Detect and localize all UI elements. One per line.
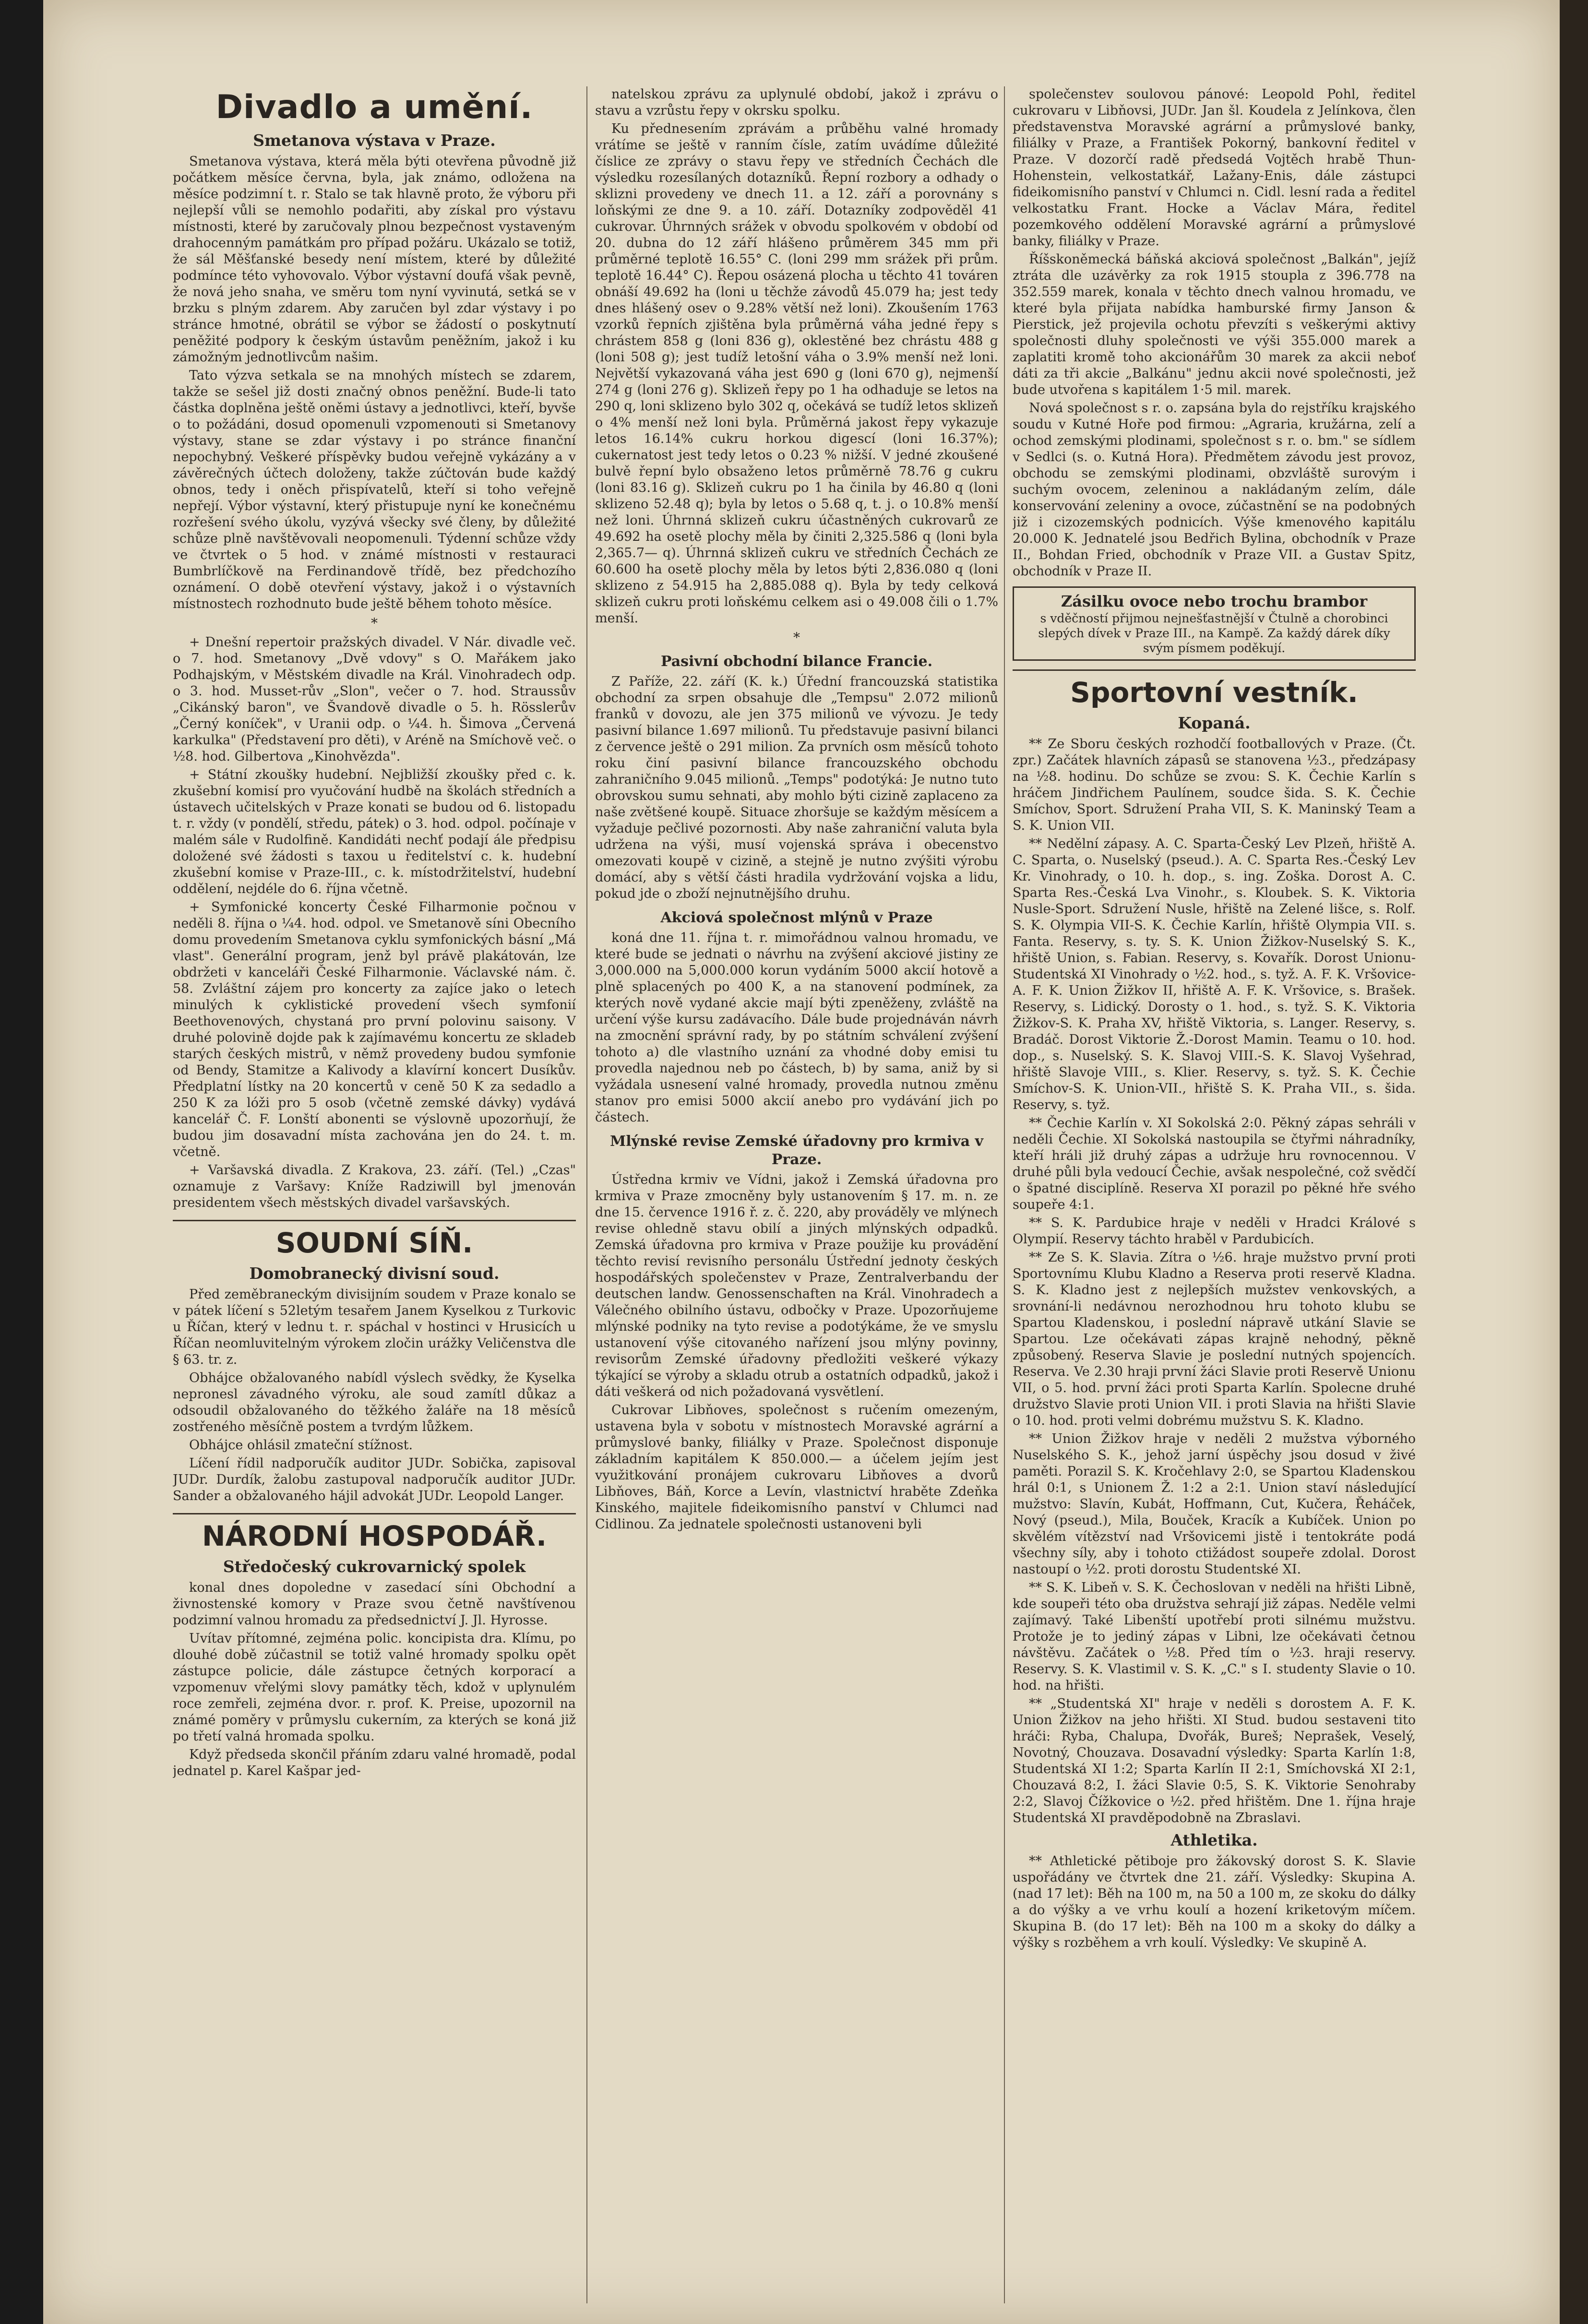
news-item: + Státní zkoušky hudební. Nejbližší zkoušky před c. k. zkušební komisí pro vyučování hudbě na školách středních a ústavech učitelských v Praze konati se budou od 6. listopadu t. r. vždy (v pondělí, středu, pátek) o 3. hod. odpol. počínaje v malém sále v Rudolfině. Kandidáti nechť podají ále předpisu doložené své žádosti s taxou u ředitelství c. k. hudební zkušební komise v Praze-III., c. k. místodržitelství, hudební oddělení, nejdéle do 6. října včetně. — [173, 767, 576, 896]
article-paragraph: Tato výzva setkala se na mnohých místech se zdarem, takže se sešel již dosti značný obnos peněžní. Bude-li tato částka doplněna ještě oněmi ústavy a jednotlivci, kteří, byvše o to požádáni, dosud opomenuli vzpomenouti si Smetanovy výstavy, stane se zdar výstavy i po stránce finanční nepochybný. Veškeré příspěvky budou veřejně vykázány a v závěrečných účtech doloženy, takže zúčtován bude každý obnos, tedy i oněch přispívatelů, kteří si toho veřejně nepřejí. Výbor výstavní, který přistupuje nyní ke konečnému rozřešení svého úkolu, vyzývá všecky své členy, by důležité schůze plně navštěvovali neopomenuli. Týdenní schůze vždy ve čtvrtek o 5 hod. v známé místnosti v restauraci Bumbrlíčkově na Ferdinandově třídě, bez předchozího oznámení. O době otevření výstavy, jakož i o výstavních místnostech rozhodnuto bude ještě během tohoto měsíce. — [173, 368, 576, 611]
news-item: ** Čechie Karlín v. XI Sokolská 2:0. Pěkný zápas sehráli v neděli Čechie. XI Sokolská nastoupila se čtyřmi náhradníky, kteří hráli již druhý zápas a udržuje hru rovnocennou. V druhé půli byla vedoucí Čechie, avšak nespolečné, což svědčí o špatné disciplíně. Reserva XI porazil po pěkné hře svého soupeře 4:1. — [1013, 1116, 1416, 1212]
article-paragraph: Před zeměbraneckým divisijním soudem v Praze konalo se v pátek líčení s 52letým tesařem Janem Kyselkou z Turkovic u Říčan, který v lednu t. r. spáchal v hostinci v Hrusicích u Říčan neomluvitelným výrokem zločin urážky Veličenstva dle § 63. tr. z. — [173, 1287, 576, 1367]
section-title-economy: NÁRODNÍ HOSPODÁŘ. — [173, 1513, 576, 1553]
news-item: + Dnešní repertoir pražských divadel. V Nár. divadle več. o 7. hod. Smetanovy „Dvě vdovy" s O. Mařákem jako Podhajským, v Městském divadle na Král. Vinohradech odp. o 3. hod. Musset-rův „Slon", večer o 7. hod. Straussův „Cikánský baron", ve Švandově divadle o 5. h. Rösslerův „Černý koníček", v Uranii odp. o ¼4. h. Šimova „Červená karkulka" (Představení pro děti), v Aréně na Smíchově več. o ½8. hod. Gilbertova „Kinohvězda". — [173, 635, 576, 764]
column-rule — [586, 86, 587, 2303]
article-title: Mlýnské revise Zemské úřadovny pro krmiva v Praze. — [609, 1133, 983, 1168]
news-item: ** „Studentská XI" hraje v neděli s dorostem A. F. K. Union Žižkov na jeho hřišti. XI Stud. budou sestaveni tito hráči: Ryba, Chalupa, Dvořák, Bureš; Neprašek, Veselý, Novotný, Chouzava. Dosavadní výsledky: Sparta Karlín 1:8, Studentská XI 1:2; Sparta Karlín II 2:1, Smíchovská XI 2:1, Chouzavá 8:2, I. žáci Slavie 0:5, S. K. Viktorie Senohraby 2:2, Slavoj Čížkovice o ½2. před hřištěm. Dne 1. října hraje Studentská XI pravděpodobně na Zbraslavi. — [1013, 1696, 1416, 1825]
news-item: ** Ze S. K. Slavia. Zítra o ½6. hraje mužstvo první proti Sportovnímu Klubu Kladno a Reserva proti reservě Kladna. S. K. Kladno jest z nejlepších mužstev venkovských, a srovnání-li nedávnou nerozhodnou hru tohoto klubu se Spartou Kladenskou, i poslední nápravě utkání Slavie se Spartou. Lze očekávati zápas krajně nehodný, pěkně způsobený. Reserva Slavie je poslední nutných spojencích. Reserva. Ve 2.30 hraji první žáci Slavie proti Reservě Unionu VII, o 5. hod. první žáci proti Sparta Karlín. Spolecne druhé družstvo Slavie proti Union VII. i proti Slavia na hřišti Slavie o 10. hod. proti velmi dobrému mužstvu S. K. Kladno. — [1013, 1250, 1416, 1428]
article-paragraph: Cukrovar Libňoves, společnost s ručením omezeným, ustavena byla v sobotu v místnostech Moravské agrární a průmyslové banky, filiálky v Praze. Společnost disponuje základním kapitálem K 850.000.— a účelem jejím jest využitkování pronájem cukrovaru Libňoves a dvorů Libňoves, Báň, Korce a Levín, vlastnictví hraběte Zdeňka Kinského, majitele fideikomisního panství v Chlumci nad Cidlinou. Za jednatele společnosti ustanoveni byli — [595, 1403, 998, 1532]
article-paragraph: Když předseda skončil přáním zdaru valné hromadě, podal jednatel p. Karel Kašpar jed- — [173, 1747, 576, 1778]
news-item: ** Ze Sboru českých rozhodčí footballových v Praze. (Čt. zpr.) Začátek hlavních zápasů se stanovena ½3., předzápasy na ½8. hodinu. Do schůze se zvou: S. K. Čechie Karlín s hráčem Jindřichem Paulínem, soudce šida. S. K. Čechie Smíchov, Sport. Sdružení Praha VII, S. K. Maninský Team a S. K. Union VII. — [1013, 737, 1416, 833]
article-title: Domobranecký divisní soud. — [249, 1264, 500, 1283]
news-item: ** S. K. Pardubice hraje v neděli v Hradci Králové s Olympií. Reservy táchto hraběl v Pardubicích. — [1013, 1216, 1416, 1247]
news-item: ** Union Žižkov hraje v neděli 2 mužstva výborného Nuselského S. K., jehož jarní úspěchy jsou dosud v živé paměti. Porazil S. K. Kročehlavy 2:0, se Spartou Kladenskou hrál 0:1, s Unionem Ž. 1:2 a 2:1. Union staví následující mužstvo: Slavín, Kubát, Hoffmann, Cut, Kučera, Řeháček, Nový (pseud.), Mila, Bouček, Kracík a Kubíček. Union po skvělém vítězství nad Vršovicemi jistě i tentokráte podá všechny síly, aby i tohoto ctižádost soupeře zdolal. Dorost nastoupí o ½2. proti dorostu Studentské XI. — [1013, 1431, 1416, 1577]
article-paragraph: Z Paříže, 22. září (K. k.) Úřední francouzská statistika obchodní za srpen obsahuje dle „Tempsu" 2.072 milionů franků v dovozu, ale jen 375 milionů ve vývozu. Je tedy pasivní bilance 1.697 milionů. Tu představuje pasivní bilanci z července ještě o 291 milion. Za prvních osm měsíců tohoto roku činí pasivní bilance francouzského obchodu zahraničního 9.045 milionů. „Temps" podotýká: Je nutno tuto obrovskou sumu sehnati, aby mohlo býti cizině zaplaceno za naše zvětšené koupě. Situace zhoršuje se každým měsícem a vyžaduje pečlivé pozornosti. Aby naše zahraniční valuta byla udržena na výši, musí vojenská správa i obecenstvo omezovati koupě v cizině, a stejně je nutno zvýšiti výrobu domácí, aby s větší části hradila vydržování vojska a lidu, pokud jde o zboží nejnutnějšího druhu. — [595, 674, 998, 901]
news-item: + Varšavská divadla. Z Krakova, 23. září. (Tel.) „Czas" oznamuje z Varšavy: Kníže Radziwill byl jmenován presidentem všech městských divadel varšavských. — [173, 1163, 576, 1210]
article-paragraph: konal dnes dopoledne v zasedací síni Obchodní a živnostenské komory v Praze svou četně navštívenou podzimní valnou hromadu za předsednictví J. Jl. Hyrosse. — [173, 1580, 576, 1628]
notice-title: Zásilku ovoce nebo trochu brambor — [1061, 592, 1368, 610]
article-paragraph: Ústředna krmiv ve Vídni, jakož i Zemská úřadovna pro krmiva v Praze zmocněny byly ustanovením § 17. m. n. ze dne 15. července 1916 ř. z. č. 220, aby prováděly ve mlýnech revise ohledně stavu obilí a jiných mlýnských odpadků. Zemská úřadovna pro krmiva v Praze použije ku provádění těchto revisí revisního personálu Ústřední jednoty českých hospodářských společenstev v Praze, Zentralverbandu der deutschen landw. Genossenschaften na Král. Vinohradech a Válečného obilního ústavu, odbočky v Praze. Upozorňujeme mlýnské podniky na tyto revise a podotýkáme, že ve smyslu ustanovení výše citovaného nařízení jsou mlýny povinny, revisorům Zemské úřadovny předložiti veškeré výkazy týkající se výroby a skladu otrub a ostatních odpadků, jakož i dáti veškerá od nich požadovaná vysvětlení. — [595, 1172, 998, 1399]
section-title-court: SOUDNÍ SÍŇ. — [173, 1220, 576, 1260]
article-title: Akciová společnost mlýnů v Praze — [660, 909, 933, 926]
article-paragraph: Ku přednesením zprávám a průběhu valné hromady vrátíme se ještě v ranním čísle, zatím uvádíme důležité číslice ze zprávy o stavu řepy ve středních Čechách dle výsledku rozesílaných dotazníků. Řepní rozbory a odhady o sklizni provedeny ve dnech 11. a 12. září a porovnány s loňskými ze dne 9. a 10. září. Dotazníky zodpověděl 41 cukrovar. Úhrnných srážek v obvodu spolkovém v období od 20. dubna do 12 září hlášeno průměrem 345 mm při průměrné teplotě 16.55° C. (loni 299 mm srážek při prům. teplotě 16.44° C). Řepou osázená plocha u těchto 41 továren obnáší 49.692 ha (loni u těchže závodů 45.079 ha; jest tedy dnes hlášený osev o 9.28% větší než loni). Zkoušením 1763 vzorků řepních zjištěna byla průměrná váha jedné řepy s chrástem 858 g (loni 836 g), oklestěné bez chrástu 488 g (loni 508 g); jest tudíž letošní váha o 3.9% menší než loni. Největší vykazovaná váha jest 690 g (loni 670 g), nejmenší 274 g (loni 276 g). Sklizeň řepy po 1 ha odhaduje se letos na 290 q, loni sklizeno bylo 302 q, očekává se tudíž letos sklizeň o 4% menší než loni byla. Průměrná jakost řepy vykazuje letos 16.14% cukru horkou digescí (loni 16.37%); cukernatost jest tedy letos o 0.23 % nižší. V jedné zkoušené bulvě řepní bylo obsaženo letos průměrně 78.76 g cukru (loni 83.16 g). Sklizeň cukru po 1 ha činila by 46.80 q (loni sklizeno 52.48 q); byla by letos o 5.68 q, t. j. o 10.8% menší než loni. Úhrnná sklizeň cukru účastněných cukrovarů ze 49.692 ha osetě plochy měla by činiti 2,325.586 q (loni byla 2,365.7— q). Úhrnná sklizeň cukru ve středních Čechách ze 60.600 ha osetě plochy měla by letos býti 2,836.080 q (loni sklizeno z 54.915 ha 2,885.088 q). Byla by tedy celková sklizeň cukru proti loňskému celkem asi o 49.008 čili o 1.7% menší. — [595, 121, 998, 626]
subsection-title: Athletika. — [1170, 1831, 1258, 1849]
notice-body: s vděčností přijmou nejnešťastnější v Čtulně a chorobinci slepých dívek v Praze III., na Kampě. Za každý dárek díky svým písmem poděkují. — [1038, 611, 1390, 655]
article-paragraph: natelskou zprávu za uplynulé období, jakož i zprávu o stavu a vzrůstu řepy v okrsku spolku. — [595, 87, 998, 118]
subsection-title: Kopaná. — [1178, 714, 1251, 732]
news-item: + Symfonické koncerty České Filharmonie počnou v neděli 8. října o ¼4. hod. odpol. ve Smetanově síni Obecního domu provedením Smetanova cyklu symfonických básní „Má vlast". Generální program, jenž byl právě plakátován, lze obdržeti v kanceláři České Filharmonie. Václavské nám. č. 58. Zvláštní zájem pro koncerty za zajíce jako o letech minulých k cyklistické provedení všech symfonií Beethovenových, chystaná pro první polovinu saisony. V druhé polovině dojde pak k zajímavému koncertu ze skladeb starých českých mistrů, v němž provedeny budou symfonie od Bendy, Stamitze a Kalivody a klavírní koncert Dusíkův. Předplatní lístky na 20 koncertů v ceně 50 K za sedadlo a 250 K za lóži pro 5 osob (včetně zemské dávky) vydává kancelář Č. F. Lonští abonenti se výslovně upozorňují, že budou jim dosavadní místa zachována jen do 24. t. m. včetně. — [173, 900, 576, 1159]
article-paragraph: koná dne 11. října t. r. mimořádnou valnou hromadu, ve které bude se jednati o návrhu na zvýšení akciové jistiny ze 3,000.000 na 5,000.000 korun vydáním 5000 akcií hotově a plně splacených po 400 K, a na stanovení podmínek, za kterých nově vydané akcie mají býti zpeněženy, zvláště na určení výše kursu zadávacího. Dále bude projednáván návrh na zmocnění správní rady, by po státním schválení zvýšení tohoto a) dle vlastního uznání za vhodné doby emisi tu provedla najednou neb po částech, b) by sama, aniž by si vyžádala usnesení valné hromady, provedla nutnou změnu stanov pro emisi 5000 akcií anebo pro vydávání jich po částech. — [595, 930, 998, 1125]
article-paragraph: Líčení řídil nadporučík auditor JUDr. Sobička, zapisoval JUDr. Durdík, žalobu zastupoval nadporučík auditor JUDr. Sander a obžalovaného hájil advokát JUDr. Leopold Langer. — [173, 1456, 576, 1503]
separator-star: * — [371, 615, 378, 631]
news-item: ** Athletické pětiboje pro žákovský dorost S. K. Slavie uspořádány ve čtvrtek dne 21. září. Výsledky: Skupina A. (nad 17 let): Běh na 100 m, na 50 a 100 m, ze skoku do dálky a do výšky a ve vrhu koulí a hození kriketovým míčem. Skupina B. (do 17 let): Běh na 100 m a skoky do dálky a výšky s rozběhem a vrh koulí. Výsledky: Ve skupině A. — [1013, 1854, 1416, 1950]
news-item: ** S. K. Libeň v. S. K. Čechoslovan v neděli na hřišti Libně, kde soupeři této oba družstva sehrají již zápas. Neděle velmi zajímavý. Také Libenští upotřebí proti silnému mužstvu. Protože je to jediný zápas v Libni, lze očekávati četnou návštěvu. Začátek o ½8. Před tím o ½3. hraji reservy. Reservy. S. K. Vlastimil v. S. K. „C." s I. studenty Slavie o 10. hod. na hřišti. — [1013, 1580, 1416, 1693]
article-title: Středočeský cukrovarnický spolek — [223, 1557, 526, 1576]
article-paragraph: Nová společnost s r. o. zapsána byla do rejstříku krajského soudu v Kutné Hoře pod firmou: „Agraria, kružárna, zelí a ochod zemskými plodinami, společnost s r. o. bm." se sídlem v Sedlci (s. o. Kutná Hora). Předmětem závodu jest provoz, obchodu se zemskými plodinami, obzvláště surovým i suchým ovocem, zeleninou a nakládaným zelím, dále konservování zeleniny a ovoce, zúčastnění se na podobných již i cizozemských podnicích. Výše kmenového kapitálu 20.000 K. Jednatelé jsou Bedřich Bylina, obchodník v Praze II., Bohdan Fried, obchodník v Praze VII. a Gustav Spitz, obchodník v Praze II. — [1013, 401, 1416, 579]
column-2 — [595, 86, 998, 2303]
section-title-sport: Sportovní vestník. — [1013, 669, 1416, 709]
charity-notice-box — [1013, 586, 1416, 661]
article-paragraph: Obhájce ohlásil zmateční stížnost. — [189, 1438, 413, 1453]
article-paragraph: Smetanova výstava, která měla býti otevřena původně již počátkem měsíce června, byla, jak známo, odložena na měsíce podzimní t. r. Stalo se tak hlavně proto, že výboru při nejlepší vůli se nemohlo podařiti, aby získal pro výstavu místnosti, které by zaručovaly plnou bezpečnost vystaveným drahocenným památkám pro případ požáru. Ukázalo se totiž, že sál Měšťanské besedy není místem, které by důležité podmínce této vyhovovalo. Výbor výstavní doufá však pevně, že nová jeho snaha, ve směru tom nyní vyvinutá, setká se v brzku s plným zdarem. Aby zaručen byl zdar výstavy i po stránce hmotné, obrátil se výbor se žádostí o poskytnutí peněžité podpory k českým ústavům peněžním, jakož i ku zámožným jednotlivcům našim. — [173, 154, 576, 365]
column-1 — [173, 86, 576, 2303]
article-title: Smetanova výstava v Praze. — [253, 131, 496, 150]
section-title-theatre: Divadlo a umění. — [215, 88, 533, 126]
separator-star: * — [793, 630, 800, 645]
article-paragraph: Říšskoněmecká báňská akciová společnost „Balkán", jejíž ztráta dle uzávěrky za rok 1915 stoupla z 396.778 na 352.559 marek, konala v těchto dnech valnou hromadu, ve které byla přijata nabídka hamburské firmy Janson & Pierstick, jež projevila ochotu převzíti s veškerými aktivy společnosti dluhy společnosti ve výši 355.000 marek a zaplatiti kromě toho akcionářům 30 marek za akcii neboť dáti za tři akcie „Balkánu" jednu akcii nové společnosti, jež bude utvořena s kapitálem 1·5 mil. marek. — [1013, 252, 1416, 397]
article-paragraph: Uvítav přítomné, zejména polic. koncipista dra. Klímu, po dlouhé době zúčastnil se totiž valné hromady spolku opět zástupce policie, dále zástupce četných korporací a vzpomenuv vřelými slovy památky těch, kdož v uplynulém roce zemřeli, zejména dvor. r. prof. K. Preise, upozornil na známé poměry v průmyslu cukerním, za kterých se koná již po třetí valná hromada spolku. — [173, 1631, 576, 1744]
column-rule — [1004, 86, 1005, 2303]
article-title: Pasivní obchodní bilance Francie. — [660, 653, 933, 670]
column-3 — [1013, 86, 1416, 2303]
article-paragraph: společenstev soulovou pánové: Leopold Pohl, ředitel cukrovaru v Libňovsi, JUDr. Jan šl. Koudela z Jelínkova, člen představenstva Moravské agrární a průmyslové banky, filiálky v Praze, a František Pokorný, bankovní ředitel v Praze. V dozorčí radě předsedá Vojtěch hrabě Thun-Hohenstein, velkostatkář, Lažany-Enis, dále zástupci fideikomisního panství v Chlumci n. Cidl. lesní rada a ředitel velkostatku Frant. Hocke a Václav Mára, ředitel pozemkového oddělení Moravské agrární a průmyslové banky, filiálky v Praze. — [1013, 87, 1416, 249]
news-item: ** Nedělní zápasy. A. C. Sparta-Český Lev Plzeň, hřiště A. C. Sparta, o. Nuselský (pseud.). A. C. Sparta Res.-Český Lev Kr. Vinohrady, o 10. h. dop., s. ing. Zoška. Dorost A. C. Sparta Res.-Česká Lva Vinohr., s. Kloubek. S. K. Viktoria Nusle-Sport. Sdružení Nusle, hřiště na Zelené lišce, s. Rolf. S. K. Olympia VII-S. K. Čechie Karlín, hřiště Olympia VII. s. Fanta. Reservy, s. ty. S. K. Union Žižkov-Nuselský S. K., hřiště Union, s. Fabian. Reservy, s. Kovařík. Dorost Unionu-Studentská XI Vinohrady o ½2. hod., s. tyž. A. F. K. Vršovice-A. F. K. Union Žižkov II, hřiště A. F. K. Vršovice, s. Brašek. Reservy, s. Lidický. Dorosty o 1. hod., s. tyž. S. K. Viktoria Žižkov-S. K. Praha XV, hřiště Viktoria, s. Langer. Reservy, s. Bradáč. Dorost Viktorie Ž.-Dorost Mamin. Teamu o 10. hod. dop., s. Nuselský. S. K. Slavoj VIII.-S. K. Slavoj Vyšehrad, hřiště Slavoje VIII., s. Klier. Reservy, s. tyž. S. K. Čechie Smíchov-S. K. Union-VII., hřiště S. K. Praha VII., s. šida. Reservy, s. tyž. — [1013, 836, 1416, 1112]
article-paragraph: Obhájce obžalovaného nabídl výslech svědky, že Kyselka nepronesl závadného výroku, ale soud zamítl důkaz a odsoudil obžalovaného do těžkého žaláře na 18 měsíců zostřeného měsíčně postem a tvrdým lůžkem. — [173, 1371, 576, 1434]
scan-edge — [1560, 0, 1588, 2324]
